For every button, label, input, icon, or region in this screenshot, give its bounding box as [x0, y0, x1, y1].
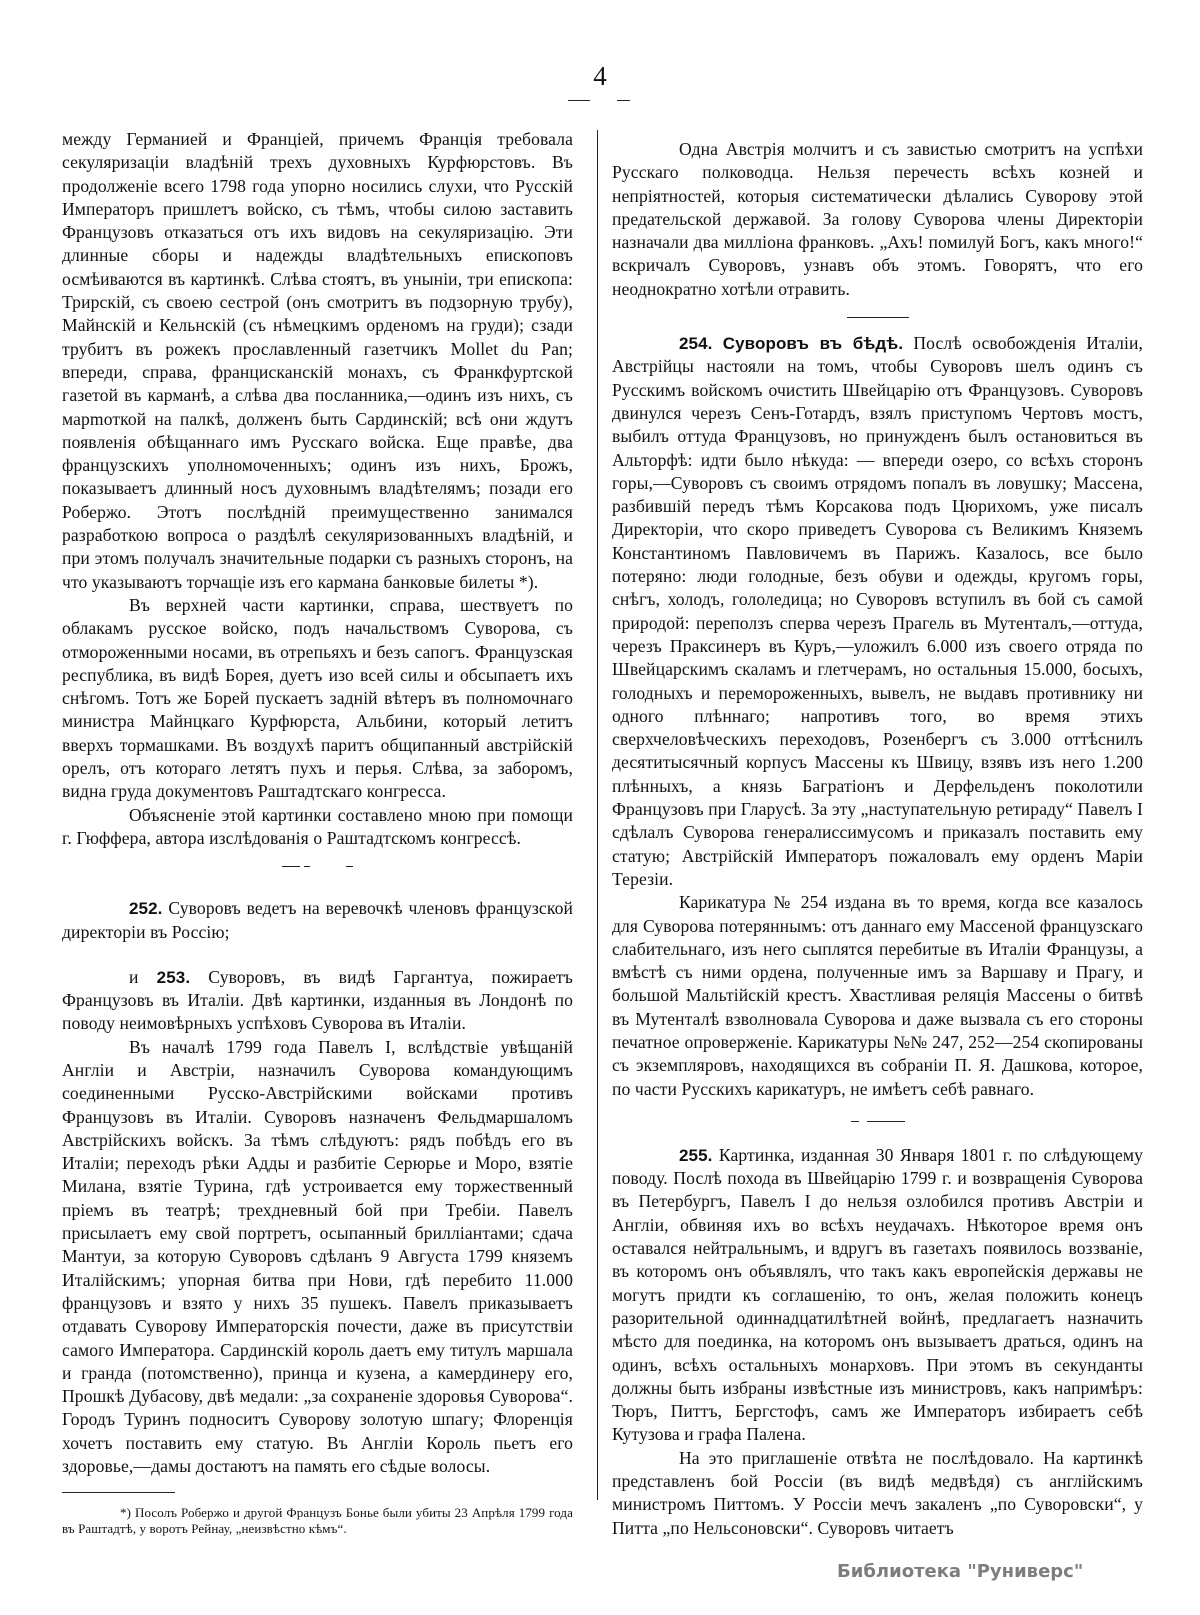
footnote-rule [62, 1492, 175, 1493]
page-number-rule-left [568, 100, 590, 101]
page-number-rule-right [617, 100, 630, 101]
section-separator [612, 1121, 1143, 1122]
paragraph-explanation: Объясненіе этой картинки составлено мною при помощи г. Гюффера, автора изслѣдованія о Раштадтскомъ конгрессѣ. [62, 804, 573, 848]
section-separator [847, 317, 909, 318]
entry-number: 254. [679, 334, 713, 354]
entry-number: 252. [129, 899, 163, 919]
entry-text: Суворовъ ведетъ на веревочкѣ членовъ французской директоріи въ Россію; [62, 898, 574, 942]
right-column [612, 138, 1143, 1540]
paragraph-caricature-254: Карикатура № 254 издана въ то время, когда все казалось для Суворова потеряннымъ: отъ даннаго ему Массеной французскаго слабительнаго, изъ него сыплятся перебитые въ Италіи Французы, а вмѣстѣ съ ними ордена, полученные имъ за Варшаву и Прагу, и большой Мальтійскій крестъ. Хвастливая реляція Массены о битвѣ въ Мутенталѣ взволновала Суворова и даже вызвала съ его стороны печатное опроверженіе. Карикатуры №№ 247, 252—254 скопированы съ экземпляровъ, находящихся въ собраніи П. Я. Дашкова, которое, по части Русскихъ карикатуръ, не имѣетъ себѣ равнаго. [612, 892, 1143, 1099]
entry-prefix: и [129, 966, 139, 987]
entry-text: Послѣ освобожденія Италіи, Австрійцы настояли на томъ, чтобы Суворовъ шелъ одинъ съ Русскимъ войскомъ очистить Швейцарію отъ Французовъ. Суворовъ двинулся черезъ Сенъ-Готардъ, взялъ приступомъ Чертовъ мостъ, выбилъ оттуда Французовъ, но принужденъ былъ остановиться въ Альторфѣ: идти было нѣкуда: — впереди озеро, со всѣхъ сторонъ горы,—Суворовъ съ своимъ отрядомъ попалъ въ ловушку; Массена, разбившій передъ тѣмъ Корсакова подъ Цюрихомъ, уже писалъ Директоріи, что скоро приведетъ Суворова съ Великимъ Княземъ Константиномъ Павловичемъ въ Парижъ. Казалось, все было потеряно: люди голодные, безъ обуви и одежды, кругомъ горы, снѣгъ, холодъ, гололедица; но Суворовъ вступилъ въ бой съ самой природой: переползъ сперва черезъ Прагель въ Мутенталъ,—оттуда, черезъ Праксинеръ въ Куръ,—уложилъ 6.000 изъ своего отряда по Швейцарскимъ скаламъ и глетчерамъ, но остальныя 15.000, босыхъ, голодныхъ и перемороженныхъ, вывелъ, не выдавъ противнику ни одного плѣннаго; напротивъ того, во время этихъ сверхчеловѣческихъ переходовъ, Розенбергъ съ 3.000 оттѣснилъ десятитысячный корпусъ Массены къ Швицу, взявъ изъ него 1.200 плѣнныхъ, а князь Багратіонъ и Дерфельденъ поколотили Французовъ при Гларусѣ. За эту „наступательную ретираду“ Павелъ I сдѣлалъ Суворова генералиссимусомъ и приказалъ поставить ему статую; Австрійскій Императоръ пожаловалъ ему орденъ Маріи Терезіи. [612, 333, 1143, 889]
section-separator [62, 866, 573, 867]
entry-text: Картинка, изданная 30 Января 1801 г. по слѣдующему поводу. Послѣ похода въ Швейцарію 1799 г. и возвращенія Суворова въ Петербургъ, Павелъ I до нельзя озлобился противъ Австріи и Англіи, обвиняя ихъ во всѣхъ неудачахъ. Нѣкоторое время онъ оставался нейтральнымъ, и вдругъ въ газетахъ появилось воззваніе, въ которомъ онъ объявлялъ, что такъ какъ европейскія державы не могутъ придти къ соглашенію, то онъ, желая положить конецъ разорительной одиннадцатилѣтней войнѣ, предлагаетъ назначить мѣсто для поединка, на которомъ онъ вызываетъ драться, одинъ на одинъ, всѣхъ остальныхъ монарховъ. При этомъ въ секунданты должны быть избраны извѣстные изъ министровъ, какъ напримѣръ: Тюръ, Питтъ, Бергстофъ, самъ же Императоръ избираетъ себѣ Кутузова и графа Палена. [612, 1144, 1143, 1445]
entry-252 [62, 897, 573, 944]
page-number: 4 [593, 61, 607, 91]
entry-number: 253. [156, 967, 191, 987]
paragraph-upper-part: Въ верхней части картинки, справа, шествуетъ по облакамъ русское войско, подъ начальствомъ Суворова, съ отмороженными носами, въ отрепьяхъ и безъ сапогъ. Французская республика, въ видѣ Борея, дуетъ изо всей силы и обсыпаетъ ихъ снѣгомъ. Тотъ же Борей пускаетъ задній вѣтеръ въ полномочнаго министра Майнцкаго Курфюрста, Альбини, который летитъ вверхъ тормашками. Въ воздухѣ паритъ общипанный австрійскій орелъ, отъ котораго летятъ пухъ и перья. Слѣва, за заборомъ, видна груда документовъ Раштадтскаго конгресса. [62, 594, 573, 802]
footnote: *) Посолъ Робержо и другой Французъ Бонье были убиты 23 Апрѣля 1799 года въ Раштадтѣ, у воротъ Рейнау, „неизвѣстно кѣмъ“. [62, 1505, 573, 1537]
paragraph-final: На это приглашеніе отвѣта не послѣдовало. На картинкѣ представленъ бой Россіи (въ видѣ медвѣдя) съ англійскимъ министромъ Питтомъ. У Россіи мечъ закаленъ „по Суворовски“, у Питта „по Нельсоновски“. Суворовъ читаетъ [612, 1447, 1143, 1538]
paragraph-austria: Одна Австрія молчитъ и съ завистью смотритъ на успѣхи Русскаго полководца. Нельзя перечесть всѣхъ козней и непріятностей, которыя систематически дѣлались Суворову этой предательской державой. За голову Суворова члены Директоріи назначали два милліона франковъ. „Ахъ! помилуй Богъ, какъ много!“ вскричалъ Суворовъ, узнавъ объ этомъ. Говорятъ, что его неоднократно хотѣли отравить. [612, 139, 1143, 299]
library-watermark: Библиотека "Руниверс" [837, 1561, 1084, 1582]
entry-number: 255. [679, 1145, 713, 1165]
entry-headline: Суворовъ въ бѣдѣ. [722, 334, 904, 354]
paragraph-continuation: между Германией и Франціей, причемъ Франція требовала секуляризаціи владѣній трехъ духовныхъ Курфюрстовъ. Въ продолженіе всего 1798 года упорно носились слухи, что Русскій Императоръ пришлетъ войско, съ тѣмъ, чтобы силою заставить Французовъ отказаться отъ ихъ видовъ на секуляризацію. Эти длинные сборы и надежды владѣтельныхъ епископовъ осмѣиваются въ картинкѣ. Слѣва стоятъ, въ уныніи, три епископа: Трирскій, съ своею сестрой (онъ смотритъ въ подзорную трубу), Майнскій и Кельнскій (съ нѣмецкимъ орденомъ на груди); сзади трубитъ въ рожекъ прославленный газетчикъ Mollet du Pan; впереди, справа, францисканскій монахъ, съ Франкфуртской газетой въ карманѣ, а слѣва два посланника,—одинъ изъ нихъ, съ марmоткой на палкѣ, долженъ быть Сардинскій; всѣ они ждутъ появленія обѣщаннаго имъ Русскаго войска. Еще правѣе, два французскихъ уполномоченныхъ; одинъ изъ нихъ, Брожъ, показываетъ длинный носъ духовнымъ владѣтелямъ; позади его Робержо. Этотъ послѣдній преимущественно занимался разработкою вопроса о раздѣлѣ секуляризованныхъ владѣній, и при этомъ получалъ значительные подарки съ разныхъ сторонъ, на что указываютъ торчащіе изъ его кармана банковые билеты *). [62, 129, 573, 592]
column-divider [597, 130, 598, 1500]
entry-text: Суворовъ, въ видѣ Гаргантуа, пожираетъ Французовъ въ Италіи. Двѣ картинки, изданныя въ Лондонѣ по поводу неимовѣрныхъ успѣховъ Суворова въ Италіи. [62, 966, 574, 1034]
left-column [62, 128, 573, 1537]
entry-253 [62, 966, 573, 1036]
paragraph-1799-campaign: Въ началѣ 1799 года Павелъ I, вслѣдствіе увѣщаній Англіи и Австріи, назначилъ Суворова командующимъ соединенными Русско-Австрійскими войсками противъ Французовъ въ Италіи. Суворовъ назначенъ Фельдмаршаломъ Австрійскихъ войскъ. За тѣмъ слѣдуютъ: рядъ побѣдъ его въ Италіи; переходъ рѣки Адды и разбитіе Серюрье и Моро, взятіе Милана, взятіе Турина, гдѣ устроивается ему торжественный пріемъ въ театрѣ; трехдневный бой при Требіи. Павелъ присылаетъ ему свой портретъ, осыпанный бриллiантами; сдача Мантуи, за которую Суворовъ сдѣланъ 9 Августа 1799 княземъ Италійскимъ; упорная битва при Нови, гдѣ перебито 11.000 французовъ и взято у нихъ 35 пушекъ. Павелъ приказываетъ отдавать Суворову Императорскія почести, даже въ присутствіи самого Императора. Сардинскій король даетъ ему титулъ маршала и гранда (потомственно), принца и кузена, а камердинеру его, Прошкѣ Дубасову, двѣ медали: „за сохраненіе здоровья Суворова“. Городъ Туринъ подноситъ Суворову золотую шпагу; Флоренція хочетъ поставить ему статую. Въ Англіи Король пьетъ его здоровье,—дамы достаютъ на память его сѣдые волосы. [62, 1036, 573, 1477]
entry-255 [612, 1144, 1143, 1447]
entry-254 [612, 332, 1143, 891]
